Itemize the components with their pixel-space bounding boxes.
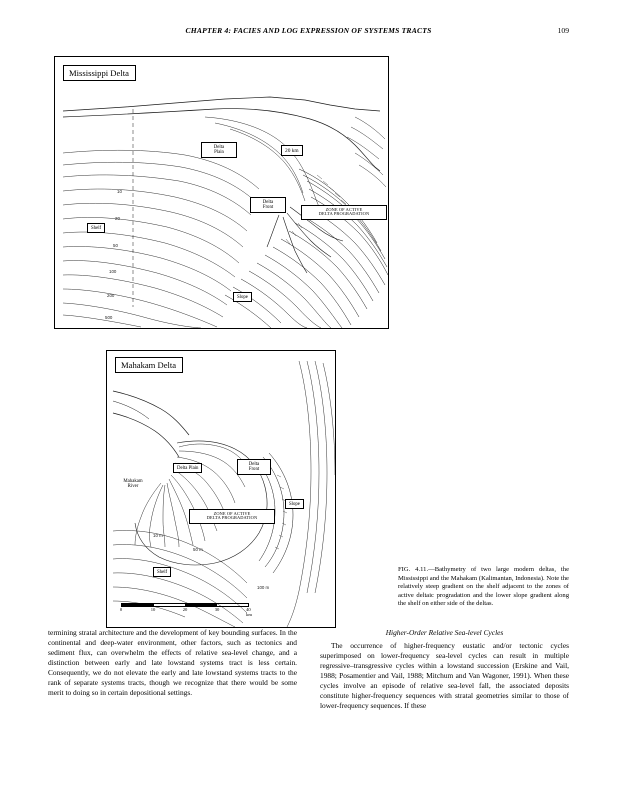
label-delta-front-mississippi: Delta Front — [250, 197, 286, 213]
svg-text:20: 20 — [115, 216, 120, 221]
label-delta-plain-mahakam: Delta Plain — [173, 463, 202, 473]
label-delta-plain-mississippi: Delta Plain — [201, 142, 237, 158]
svg-text:500: 500 — [105, 315, 113, 320]
page-number: 109 — [557, 26, 569, 35]
mahakam-panel-title: Mahakam Delta — [115, 357, 183, 373]
paragraph-continuation: termining stratal architecture and the development of key bounding surfaces. In the continental and deep-water environment, other factors, such as tectonics and sediment flux, can overwhelm the effects of relative sea-level change, and a distinction between early and late lowstand systems tract is less certain. Consequently, we do not elevate the early and late lowstand systems tracts to the rank of separate systems tracts, though we recognize that there would be some merit to doing so in certain depositional settings. — [48, 628, 297, 698]
body-column-left — [48, 628, 297, 698]
mississippi-bathymetry-svg — [55, 57, 388, 328]
mahakam-delta-map — [106, 350, 336, 628]
svg-text:10: 10 — [117, 189, 122, 194]
mississippi-panel-title: Mississippi Delta — [63, 65, 136, 81]
svg-text:100 m: 100 m — [257, 585, 270, 590]
mississippi-delta-map — [54, 56, 389, 329]
contour-labels — [105, 189, 122, 320]
label-shelf-mississippi: Shelf — [87, 223, 105, 233]
scale-label-mississippi: 20 km — [281, 145, 303, 156]
section-heading: Higher-Order Relative Sea-level Cycles — [385, 628, 504, 637]
label-delta-front-mahakam: Delta Front — [237, 459, 271, 475]
label-zone-of-active-progradation-mississippi: ZONE OF ACTIVE DELTA PROGRADATION — [301, 205, 387, 220]
figure-caption: FIG. 4.11.—Bathymetry of two large modern deltas, the Mississippi and the Mahakam (Kalimantan, Indonesia). Note the relatively steep gradient on the shelf adjacent to the zones of active deltaic progradation and the lower slope gradient along the shelf on either side of the deltas. — [398, 566, 569, 608]
label-slope-mississippi: Slope — [233, 292, 252, 302]
label-slope-mahakam: Slope — [285, 499, 304, 509]
svg-text:10 m: 10 m — [153, 533, 163, 538]
paragraph-higher-order: The occurrence of higher-frequency eustatic and/or tectonic cycles superimposed on lower-frequency sea-level cycles can result in multiple regressive–transgressive cycles within a lowstand succession (Erskine and Vail, 1988; Posamentier and Vail, 1988; Mitchum and Van Wagoner, 1991). When these cycles involve an episode of relative sea-level fall, the associated deposits constitute higher-frequency sequences with stratal geometries similar to those of lower-frequency sequences. If these — [320, 641, 569, 711]
scale-bar-mahakam — [119, 603, 252, 617]
svg-text:50: 50 — [113, 243, 118, 248]
label-zone-of-active-progradation-mahakam: ZONE OF ACTIVE DELTA PROGRADATION — [189, 509, 275, 524]
label-mahakam-river: Mahakam River — [123, 478, 143, 489]
svg-text:200: 200 — [107, 293, 115, 298]
label-shelf-mahakam: Shelf — [153, 567, 171, 577]
svg-text:100: 100 — [109, 269, 117, 274]
running-head: CHAPTER 4: FACIES AND LOG EXPRESSION OF SYSTEMS TRACTS — [185, 26, 432, 35]
svg-text:50 m: 50 m — [193, 547, 203, 552]
scale-bar-ticks: 0 10 20 30 40 km — [119, 607, 252, 617]
body-column-right — [320, 628, 569, 712]
